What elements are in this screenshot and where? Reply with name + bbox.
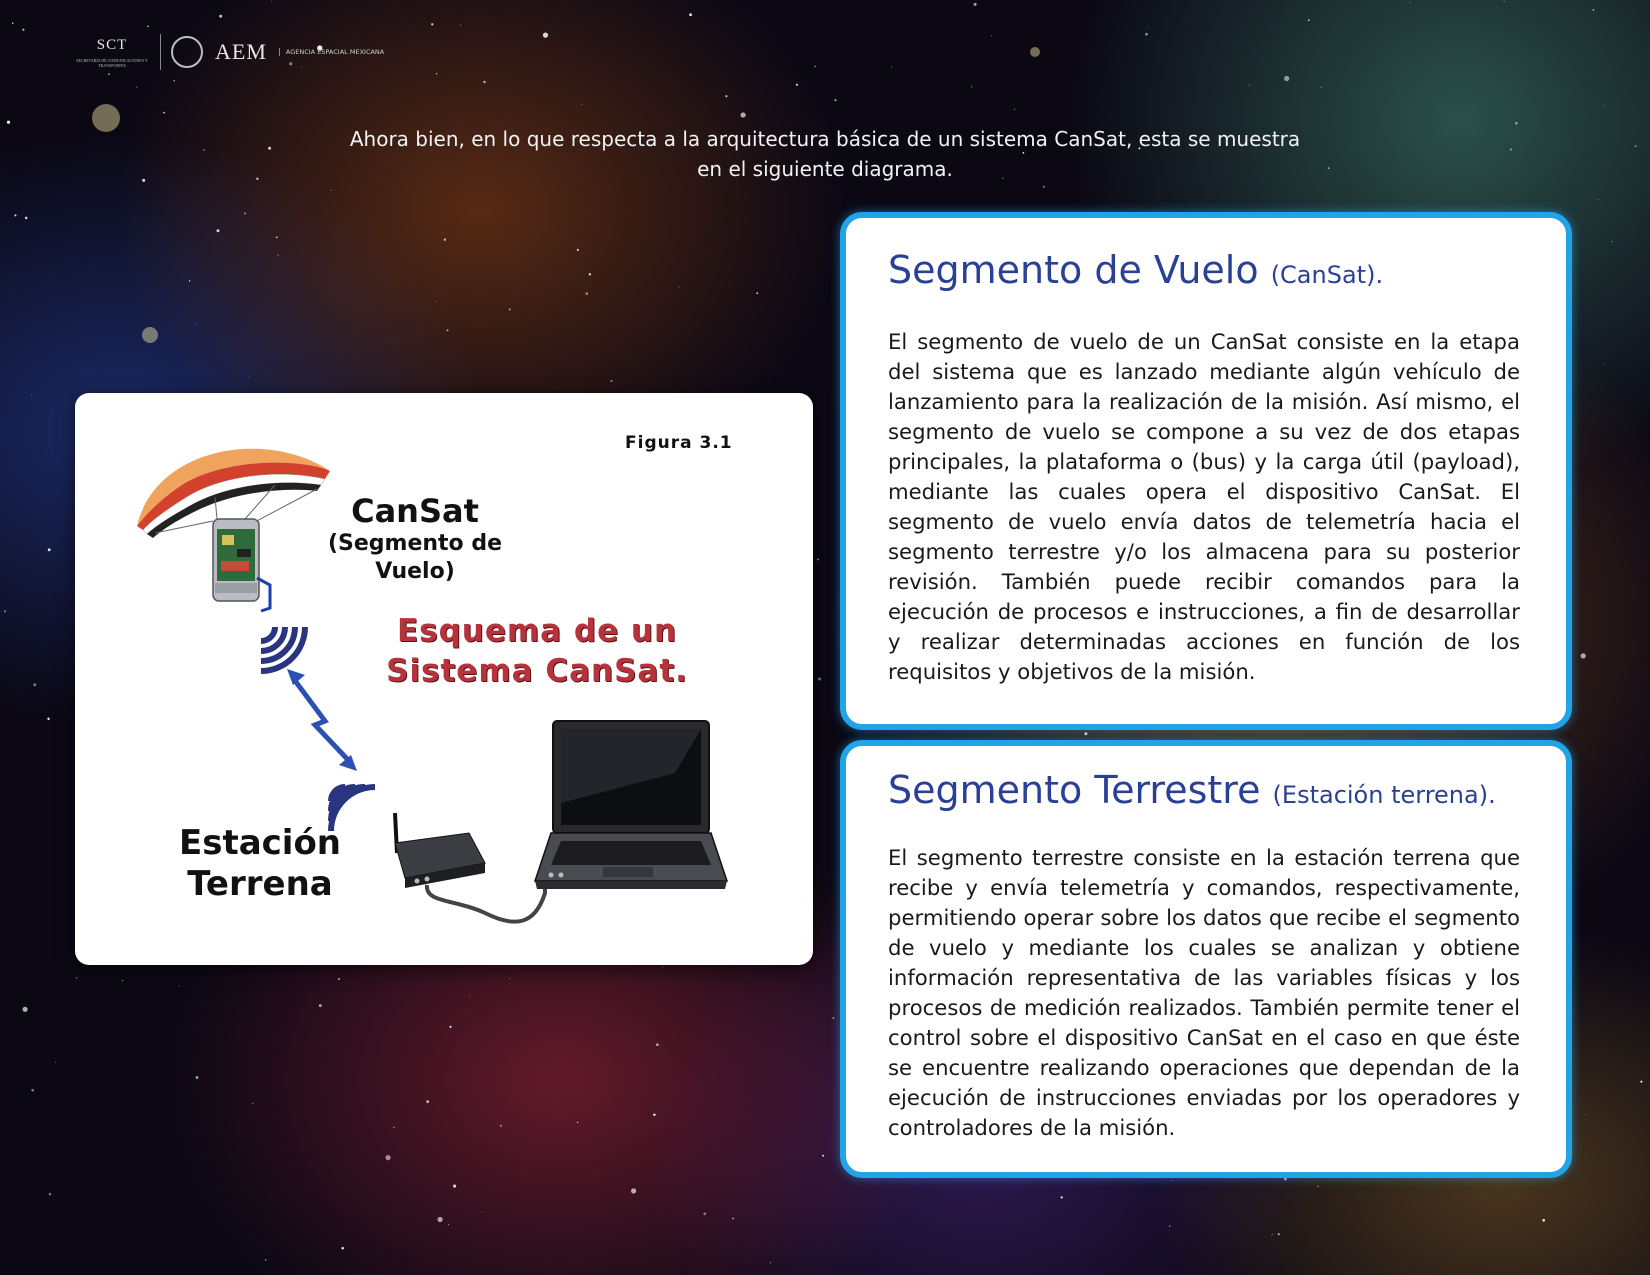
star — [189, 280, 190, 281]
star — [7, 121, 10, 124]
flight-segment-panel — [840, 212, 1572, 730]
flight-segment-title-paren: (CanSat). — [1270, 261, 1384, 289]
star — [971, 86, 972, 87]
star — [256, 178, 258, 180]
star — [163, 112, 165, 114]
star — [1249, 84, 1250, 85]
ground-segment-title: Segmento Terrestre — [888, 768, 1261, 812]
star — [678, 287, 679, 288]
star — [1504, 1, 1505, 2]
star — [22, 29, 24, 31]
star — [1328, 167, 1330, 169]
star — [1604, 105, 1605, 106]
star — [1598, 199, 1599, 200]
star — [438, 1217, 443, 1222]
star — [577, 249, 579, 251]
star — [509, 308, 511, 310]
star — [341, 1247, 343, 1249]
flight-segment-heading — [888, 248, 1566, 297]
star — [1515, 122, 1518, 125]
star — [174, 80, 175, 81]
star — [1169, 1225, 1170, 1226]
flight-segment-title: Segmento de Vuelo — [888, 248, 1259, 292]
star — [1321, 87, 1322, 88]
cansat-title: CanSat — [351, 492, 479, 530]
star — [108, 73, 110, 75]
star — [196, 1076, 199, 1079]
star — [1171, 1180, 1172, 1181]
star — [319, 1004, 322, 1007]
star — [219, 15, 222, 18]
star — [393, 1127, 394, 1128]
star — [1604, 364, 1605, 365]
star — [122, 980, 123, 981]
star — [48, 548, 51, 551]
star — [142, 179, 145, 182]
star — [581, 104, 582, 105]
star — [822, 1155, 824, 1157]
star — [543, 33, 548, 38]
star — [1640, 1081, 1642, 1083]
star — [14, 214, 16, 216]
star — [203, 149, 205, 151]
scheme-title: Esquema de un Sistema CanSat. — [386, 613, 688, 689]
star — [834, 99, 836, 101]
star — [25, 217, 28, 220]
star — [4, 610, 6, 612]
star — [447, 329, 449, 331]
star-glow — [92, 104, 120, 132]
star — [689, 13, 692, 16]
figure-label: Figura 3.1 — [625, 433, 733, 453]
star — [725, 95, 727, 97]
star — [756, 292, 758, 294]
laptop-icon — [535, 721, 727, 889]
star — [814, 65, 816, 67]
star — [460, 25, 461, 26]
cansat-diagram-card — [75, 393, 813, 965]
star — [47, 718, 49, 720]
aem-agency-name: AGENCIA ESPACIAL MEXICANA — [279, 48, 384, 56]
star — [1061, 1196, 1063, 1198]
star — [216, 229, 219, 232]
star — [891, 67, 892, 68]
mexico-seal-icon — [171, 36, 203, 68]
star — [249, 376, 250, 377]
star — [577, 1122, 578, 1123]
star — [732, 1218, 734, 1220]
star — [741, 112, 746, 117]
star — [179, 986, 180, 987]
star — [1014, 109, 1015, 110]
star — [1592, 9, 1594, 11]
star — [271, 1, 272, 2]
star — [136, 87, 137, 88]
cansat-subtitle: (Segmento de Vuelo) — [327, 531, 503, 584]
star — [482, 1211, 483, 1212]
star — [1410, 2, 1411, 3]
intro-text: Ahora bien, en lo que respecta a la arquitectura básica de un sistema CanSat, esta se muestra en el siguiente diagrama. — [349, 127, 1301, 181]
star — [1043, 186, 1045, 188]
star — [1581, 653, 1586, 658]
star — [1611, 241, 1612, 242]
sct-logo-subtitle: SECRETARÍA DE COMUNICACIONES Y TRANSPORTES — [76, 57, 148, 68]
star — [610, 380, 612, 382]
flight-segment-body: El segmento de vuelo de un CanSat consiste en la etapa del sistema que es lanzado mediante algún vehículo de lanzamiento para la realización de la misión. Así mismo, el segmento de vuelo se compone a su vez de dos etapas principales, la plataforma o (bus) y la carga útil (payload), mediante las cuales opera el dispositivo CanSat. El segmento de vuelo envía datos de telemetría hacia el segmento terrestre y/o los almacena para su posterior revisión. También puede recibir comandos para la ejecución de procesos e instrucciones, a fin de desarrollar y realizar determinadas acciones en función de los requisitos y objetivos de la misión. — [888, 329, 1520, 684]
star — [974, 3, 977, 6]
star — [331, 190, 332, 191]
ground-station-label: Estación Terrena — [178, 823, 342, 904]
star — [436, 73, 437, 74]
star — [12, 23, 13, 24]
logo-divider — [160, 34, 161, 70]
star — [656, 1043, 659, 1046]
star — [147, 26, 148, 27]
star — [500, 1125, 502, 1127]
sct-logo: SCT SECRETARÍA DE COMUNICACIONES Y TRANSPORTES — [74, 37, 150, 68]
aem-logo: AEM — [215, 39, 267, 64]
ground-segment-body: El segmento terrestre consiste en la estación terrena que recibe y envía telemetría y comandos, respectivamente, permitiendo operar sobre los datos que recibe el segmento de vuelo y mediante los cuales se analizan y obtiene información representativa de las variables físicas y los procesos de medición realizados. También permite tener el control sobre el dispositivo CanSat en el caso en que éste se encuentre realizando operaciones que dependan de la ejecución de instrucciones enviadas por los operadores y controladores de la misión. — [888, 845, 1520, 1140]
star-glow — [1030, 47, 1040, 57]
header-logos — [74, 32, 384, 72]
star — [431, 23, 433, 25]
star — [589, 273, 591, 275]
star — [435, 301, 436, 302]
star — [449, 1026, 451, 1028]
star — [1317, 1186, 1318, 1187]
star — [832, 1017, 834, 1019]
star — [585, 292, 588, 295]
star — [276, 236, 278, 238]
star — [196, 323, 197, 324]
ground-segment-heading — [888, 768, 1566, 817]
star — [1278, 1233, 1280, 1235]
star — [252, 1103, 254, 1105]
cansat-can-icon — [213, 519, 259, 601]
star — [23, 1007, 28, 1012]
star — [770, 1262, 771, 1263]
star — [1149, 27, 1150, 28]
ground-segment-panel — [840, 740, 1572, 1178]
star — [444, 238, 446, 240]
star — [653, 1114, 655, 1116]
star — [31, 395, 32, 396]
star — [469, 996, 470, 997]
star — [631, 1188, 636, 1193]
star — [426, 1100, 429, 1103]
star — [818, 677, 821, 680]
star — [265, 1259, 267, 1261]
star — [33, 683, 36, 686]
ground-segment-title-paren: (Estación terrena). — [1272, 781, 1496, 809]
star — [662, 967, 663, 968]
star — [1510, 148, 1512, 150]
star — [483, 81, 485, 83]
star — [386, 1155, 391, 1160]
star — [31, 1089, 34, 1092]
star-glow — [142, 327, 158, 343]
can-signal-waves-icon — [261, 627, 305, 671]
star — [1635, 145, 1637, 147]
star — [1084, 732, 1087, 735]
star — [244, 212, 246, 214]
star — [453, 1185, 456, 1188]
star — [1272, 1234, 1273, 1235]
star — [817, 559, 819, 561]
star — [338, 978, 340, 980]
star — [277, 254, 278, 255]
ground-receiver-icon — [395, 813, 485, 888]
star — [268, 147, 271, 150]
star — [703, 1212, 706, 1215]
star — [76, 977, 77, 978]
star — [1284, 1178, 1287, 1181]
star — [796, 84, 798, 86]
star — [1284, 76, 1289, 81]
star — [1585, 1114, 1586, 1115]
star — [55, 1062, 56, 1063]
star — [1308, 19, 1310, 21]
star — [220, 1041, 221, 1042]
star — [1542, 1219, 1545, 1222]
star — [1145, 33, 1148, 36]
star — [448, 1224, 449, 1225]
star — [991, 35, 992, 36]
star — [49, 1193, 52, 1196]
star — [509, 978, 510, 979]
